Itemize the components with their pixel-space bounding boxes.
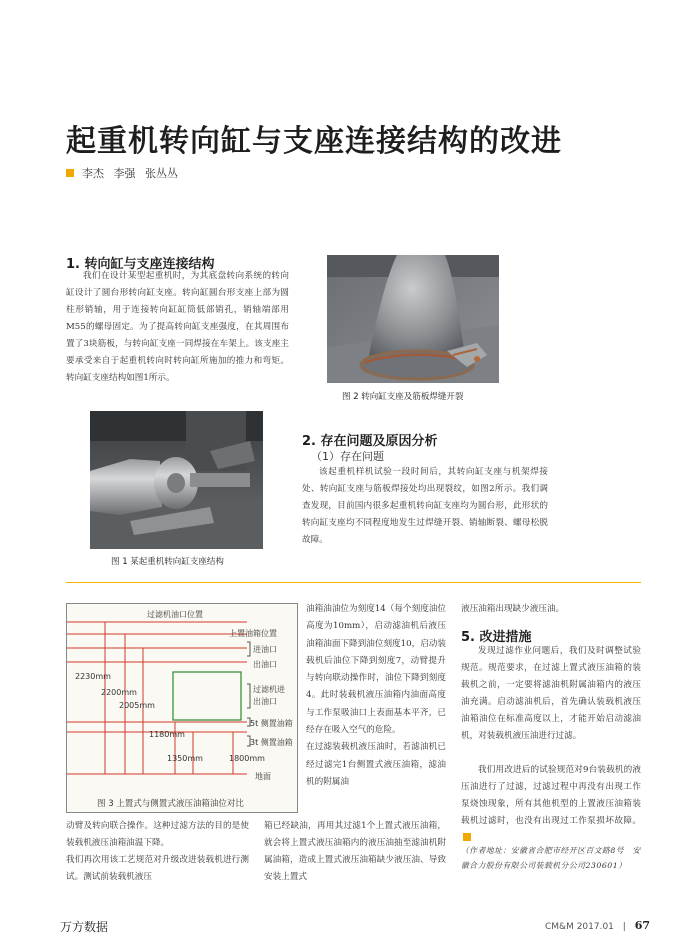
section-divider [66, 582, 641, 583]
right-column-intro: 液压油箱出现缺少液压油。 [461, 604, 565, 614]
page-number: 67 [634, 919, 651, 932]
dim-2200: 2200mm [101, 688, 137, 697]
label-side-5t: 5t 侧置油箱 [250, 719, 293, 728]
section2-paragraph: 该起重机样机试验一段时间后，其转向缸支座与机架焊接处、转向缸支座与筋板焊接处均出现裂纹，如图2所示。我们调查发现，目前国内很多起重机转向缸支座均为圆台形，此形状的转向缸支座均不同程度地发生过焊缝开裂、销轴断裂、螺母松脱故障。 [302, 467, 548, 545]
dim-2005: 2005mm [119, 701, 155, 710]
bullet-square-icon [66, 169, 74, 177]
label-filter-port: 过滤机油口位置 [147, 610, 203, 619]
journal-issue: CM&M 2017.01 [545, 922, 614, 932]
author-address: （作者地址：安徽省合肥市经开区百文路8号 安徽合力股份有限公司装载机分公司230601） [461, 846, 641, 870]
end-mark-icon [463, 833, 471, 841]
figure1-photo [90, 411, 263, 549]
section5-paragraph2-block [461, 762, 641, 847]
left-column-text: 动臂及转向联合操作。这种过滤方法的目的是使装载机液压油箱油温下降。 我们再次用该工艺规范对升级改进装载机进行测试。测试前装载机液压 [66, 821, 249, 882]
section5-paragraph1: 发现过滤作业问题后，我们及时调整试验规范。规范要求，在过滤上置式液压油箱的装载机之前，一定要将滤油机附属油箱内的液压油充满。启动滤油机后，首先确认装载机液压油箱油位在标准高度以上，才能开始启动滤油机，对装载机液压油进行过滤。 [461, 646, 641, 741]
label-side-3t: 3t 侧置油箱 [250, 738, 293, 747]
section5-heading: 5. 改进措施 [461, 630, 532, 645]
section1-heading: 1. 转向缸与支座连接结构 [66, 257, 215, 272]
figure2-caption: 图 2 转向缸支座及筋板焊缝开裂 [342, 392, 464, 402]
article-title: 起重机转向缸与支座连接结构的改进 [66, 124, 562, 159]
footer-separator: | [622, 922, 626, 932]
figure1-caption: 图 1 某起重机转向缸支座结构 [111, 557, 224, 567]
authors: 李杰 李强 张丛丛 [82, 167, 178, 180]
footer-journal-info [545, 919, 650, 932]
middle-column-text: 油箱油油位为刻度14（每个刻度油位高度为10mm），启动滤油机后液压油箱油面下降到油位刻度10，启动装载机后油位下降到刻度7，动臂提升与转向联动操作时，油位下降到刻度4。此时装载机液压油箱内油面高度与工作泵吸油口上表面基本平齐，已经存在吸入空气的危险。 在过滤装载机液压油时，若滤油机已经过滤完1台侧置式液压油箱，滤油机的附属油 [306, 604, 446, 787]
label-ground: 地面 [255, 772, 271, 781]
label-top-tank: 上置油箱位置 [229, 629, 277, 638]
label-outlet: 出油口 [253, 660, 277, 669]
figure2-photo [327, 255, 499, 383]
section5-paragraph2: 我们用改进后的试验规范对9台装载机的液压油进行了过滤，过滤过程中再没有出现工作泵烧蚀现象，所有其他机型的上置液压油箱装载机过滤时，也没有出现过工作泵损坏故障。 [461, 765, 641, 826]
label-inlet: 进油口 [253, 645, 277, 654]
figure3-diagram [66, 603, 298, 813]
footer-logo: 万方数据 [60, 920, 109, 934]
label-filter-in-out: 过滤机进 出油口 [253, 685, 285, 706]
authors-line [66, 165, 178, 181]
dim-1180: 1180mm [149, 730, 185, 739]
dim-1350: 1350mm [167, 754, 203, 763]
middle-column-bottom-text: 箱已经缺油，再用其过滤1个上置式液压油箱，就会将上置式液压油箱内的液压油抽至滤油机附属油箱，造成上置式液压油箱缺少液压油、导致安装上置式 [264, 821, 446, 882]
dim-1800: 1800mm [229, 754, 265, 763]
section2-heading: 2. 存在问题及原因分析 [302, 434, 438, 449]
section2-subheading: （1）存在问题 [311, 450, 384, 463]
section1-paragraph: 我们在设计某型起重机时，为其底盘转向系统的转向缸设计了圆台形转向缸支座。转向缸圆台形支座上部为圆柱形销轴，用于连接转向缸缸筒低部销孔，销轴端部用M55的螺母固定。为了提高转向缸支座强度，在其周围布置了3块筋板，与转向缸支座一同焊接在车架上。该支座主要承受来自于起重机转向时转向缸所施加的推力和弯矩。转向缸支座结构如图1所示。 [66, 271, 289, 383]
dim-2230: 2230mm [75, 672, 111, 681]
figure3-caption: 图 3 上置式与侧置式液压油箱油位对比 [97, 799, 244, 809]
